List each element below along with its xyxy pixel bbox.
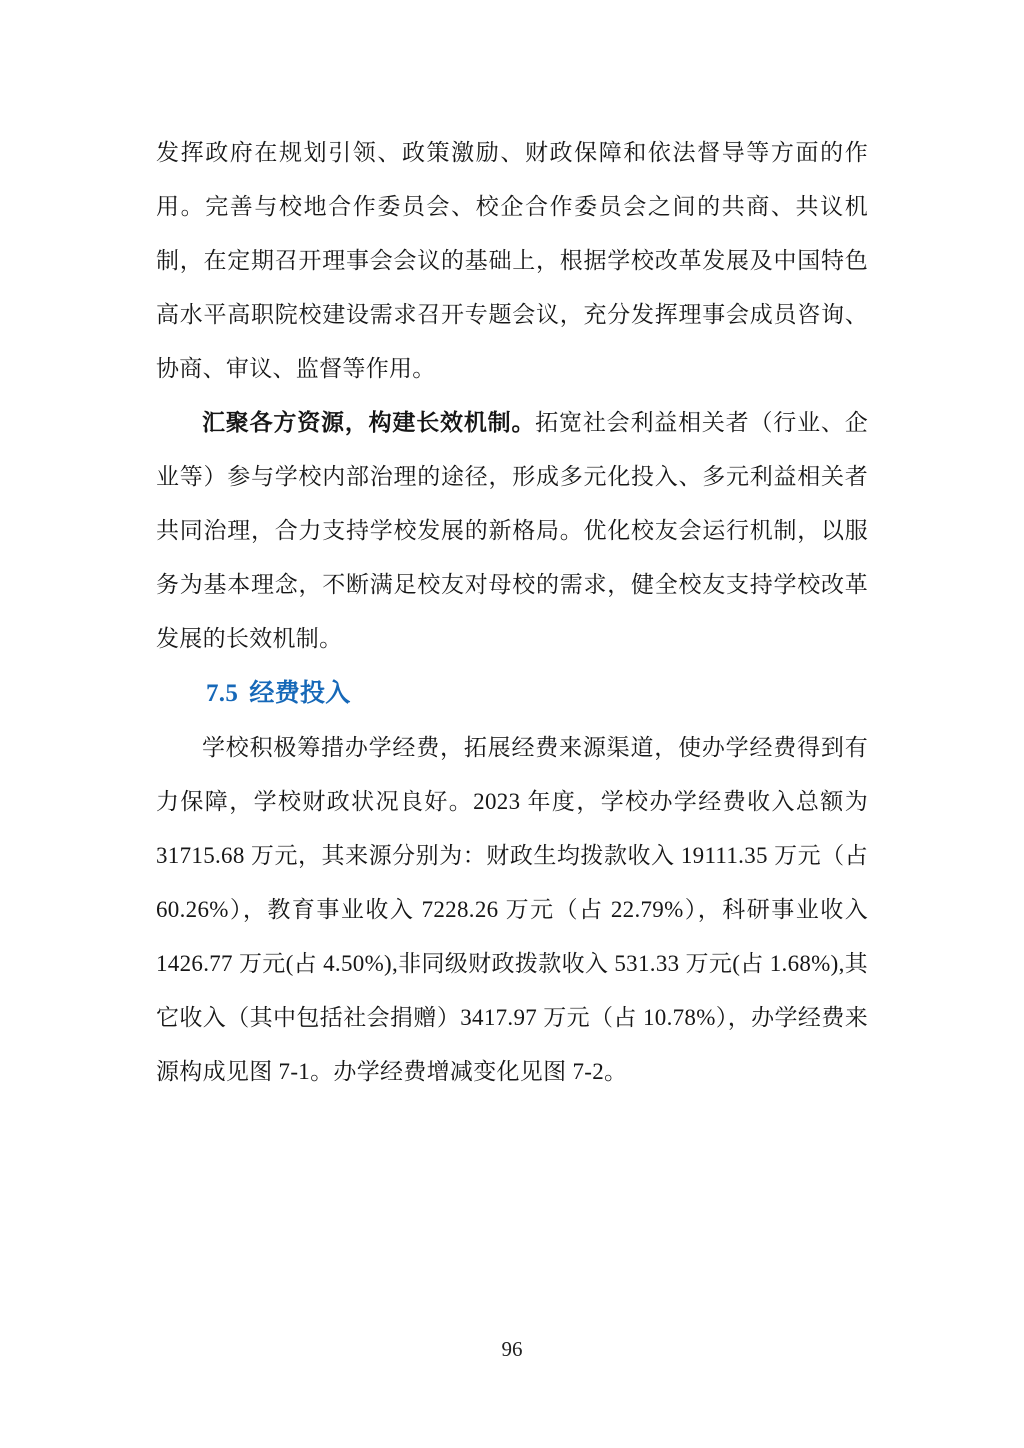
section-heading-title: 经费投入	[249, 679, 351, 707]
paragraph-text: 学校积极筹措办学经费，拓展经费来源渠道，使办学经费得到有力保障，学校财政状况良好。2023 年度，学校办学经费收入总额为 31715.68 万元，其来源分别为：财政生均拨款收入 19111.35 万元（占 60.26%），教育事业收入 7228.26 万元（占 22.79%），科研事业收入 1426.77 万元(占 4.50%),非同级财政拨款收入 531.33 万元(占 1.68%),其它收入（其中包括社会捐赠）3417.97 万元（占 10.78%），办学经费来源构成见图 7-1。办学经费增减变化见图 7-2。	[156, 735, 868, 1084]
paragraph-bold-lead: 汇聚各方资源，构建长效机制。	[202, 410, 536, 435]
section-heading-number: 7.5	[206, 680, 239, 707]
paragraph-text: 拓宽社会利益相关者（行业、企业等）参与学校内部治理的途径，形成多元化投入、多元利益相关者共同治理，合力支持学校发展的新格局。优化校友会运行机制，以服务为基本理念，不断满足校友对母校的需求，健全校友支持学校改革发展的长效机制。	[156, 410, 868, 651]
paragraph-governance-continuation	[156, 126, 868, 396]
paragraph-funding-income	[156, 721, 868, 1099]
page-footer	[0, 1334, 1024, 1364]
paragraph-text: 发挥政府在规划引领、政策激励、财政保障和依法督导等方面的作用。完善与校地合作委员会、校企合作委员会之间的共商、共议机制，在定期召开理事会会议的基础上，根据学校改革发展及中国特色高水平高职院校建设需求召开专题会议，充分发挥理事会成员咨询、协商、审议、监督等作用。	[156, 140, 868, 381]
page-body	[156, 126, 868, 1099]
page-number: 96	[501, 1337, 523, 1361]
section-heading-funding	[156, 666, 868, 721]
paragraph-resources-mechanism	[156, 396, 868, 666]
